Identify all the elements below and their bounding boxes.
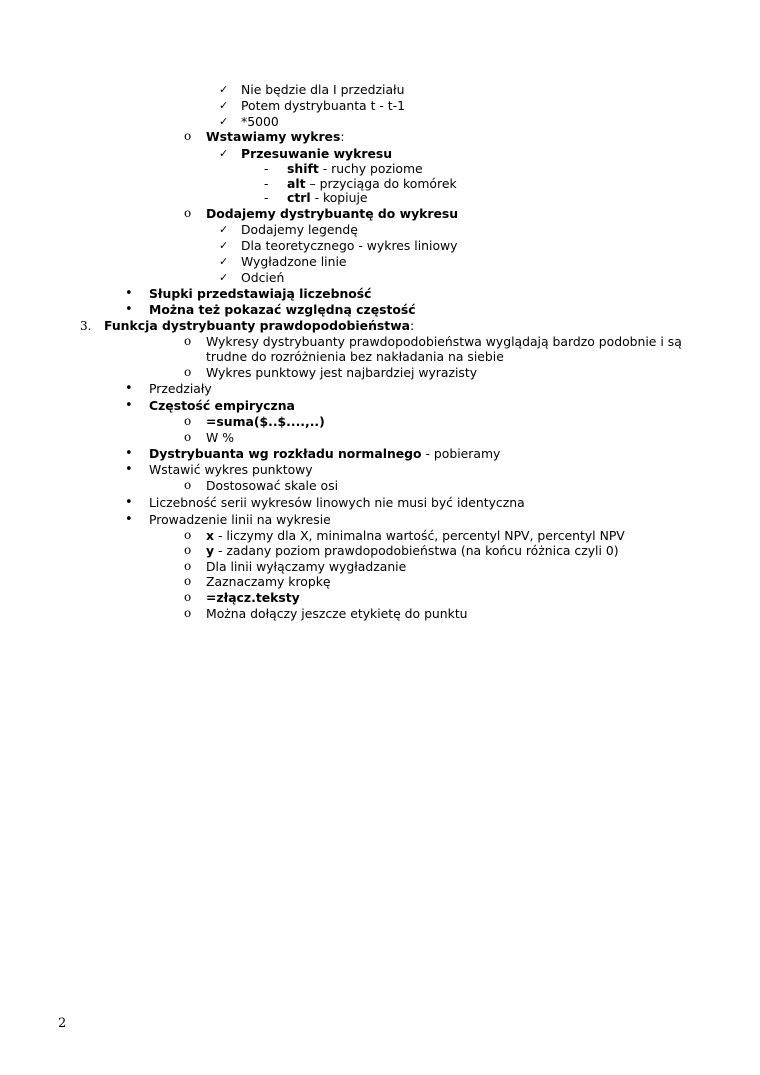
list-item: Wykres punktowy jest najbardziej wyrazisty	[206, 365, 478, 380]
list-item: shift - ruchy poziome	[287, 161, 423, 176]
list-item: Częstość empiryczna	[149, 398, 295, 413]
circle-bullet-icon: o	[184, 334, 192, 348]
list-item: Prowadzenie linii na wykresie	[149, 512, 331, 527]
circle-bullet-icon: o	[184, 206, 192, 220]
list-item: Potem dystrybuanta t - t-1	[241, 98, 406, 113]
circle-bullet-icon: o	[184, 414, 192, 428]
list-item: Dystrybuanta wg rozkładu normalnego - pobieramy	[149, 446, 501, 461]
bullet-icon: •	[125, 512, 133, 527]
page-number: 2	[58, 1016, 67, 1031]
list-item: Zaznaczamy kropkę	[206, 574, 331, 589]
check-icon: ✓	[219, 255, 229, 268]
list-item: Wstawić wykres punktowy	[149, 462, 313, 477]
list-item: *5000	[241, 114, 279, 129]
list-item: Liczebność serii wykresów linowych nie musi być identyczna	[149, 495, 525, 510]
list-item: Dostosować skale osi	[206, 478, 339, 493]
list-item: Dodajemy dystrybuantę do wykresu	[206, 206, 459, 221]
check-icon: ✓	[219, 223, 229, 236]
circle-bullet-icon: o	[184, 543, 192, 557]
list-item: y - zadany poziom prawdopodobieństwa (na końcu różnica czyli 0)	[206, 543, 619, 558]
circle-bullet-icon: o	[184, 430, 192, 444]
list-item: Wygładzone linie	[241, 254, 347, 269]
circle-bullet-icon: o	[184, 559, 192, 573]
check-icon: ✓	[219, 239, 229, 252]
dash-bullet-icon: -	[264, 190, 269, 205]
dash-bullet-icon: -	[264, 176, 269, 191]
bullet-icon: •	[125, 462, 133, 477]
check-icon: ✓	[219, 99, 229, 112]
circle-bullet-icon: o	[184, 574, 192, 588]
list-number: 3.	[80, 319, 92, 333]
list-item: Odcień	[241, 270, 285, 285]
list-item: =suma($..$....,..)	[206, 414, 325, 429]
check-icon: ✓	[219, 115, 229, 128]
list-item: Przedziały	[149, 381, 212, 396]
bullet-icon: •	[125, 286, 133, 301]
circle-bullet-icon: o	[184, 590, 192, 604]
list-item: Można dołączy jeszcze etykietę do punktu	[206, 606, 468, 621]
bullet-icon: •	[125, 381, 133, 396]
circle-bullet-icon: o	[184, 129, 192, 143]
circle-bullet-icon: o	[184, 528, 192, 542]
list-item: Dodajemy legendę	[241, 222, 358, 237]
list-item: Dla teoretycznego - wykres liniowy	[241, 238, 458, 253]
list-item: =złącz.teksty	[206, 590, 300, 605]
list-item: Wykresy dystrybuanty prawdopodobieństwa wyglądają bardzo podobnie i są	[206, 334, 682, 349]
check-icon: ✓	[219, 271, 229, 284]
list-item: alt – przyciąga do komórek	[287, 176, 457, 191]
list-item-continuation: trudne do rozróżnienia bez nakładania na siebie	[206, 349, 504, 364]
bullet-icon: •	[125, 446, 133, 461]
circle-bullet-icon: o	[184, 606, 192, 620]
bullet-icon: •	[125, 302, 133, 317]
list-item: Nie będzie dla I przedziału	[241, 82, 405, 97]
list-item: Wstawiamy wykres:	[206, 129, 345, 144]
dash-bullet-icon: -	[264, 161, 269, 176]
list-item: Dla linii wyłączamy wygładzanie	[206, 559, 407, 574]
list-item: Słupki przedstawiają liczebność	[149, 286, 372, 301]
list-item: x - liczymy dla X, minimalna wartość, percentyl NPV, percentyl NPV	[206, 528, 625, 543]
bullet-icon: •	[125, 398, 133, 413]
bullet-icon: •	[125, 495, 133, 510]
check-icon: ✓	[219, 83, 229, 96]
list-item: W %	[206, 430, 234, 445]
list-item: Przesuwanie wykresu	[241, 146, 393, 161]
circle-bullet-icon: o	[184, 365, 192, 379]
circle-bullet-icon: o	[184, 478, 192, 492]
section-heading: Funkcja dystrybuanty prawdopodobieństwa:	[104, 318, 415, 333]
check-icon: ✓	[219, 147, 229, 160]
list-item: Można też pokazać względną częstość	[149, 302, 416, 317]
list-item: ctrl - kopiuje	[287, 190, 368, 205]
